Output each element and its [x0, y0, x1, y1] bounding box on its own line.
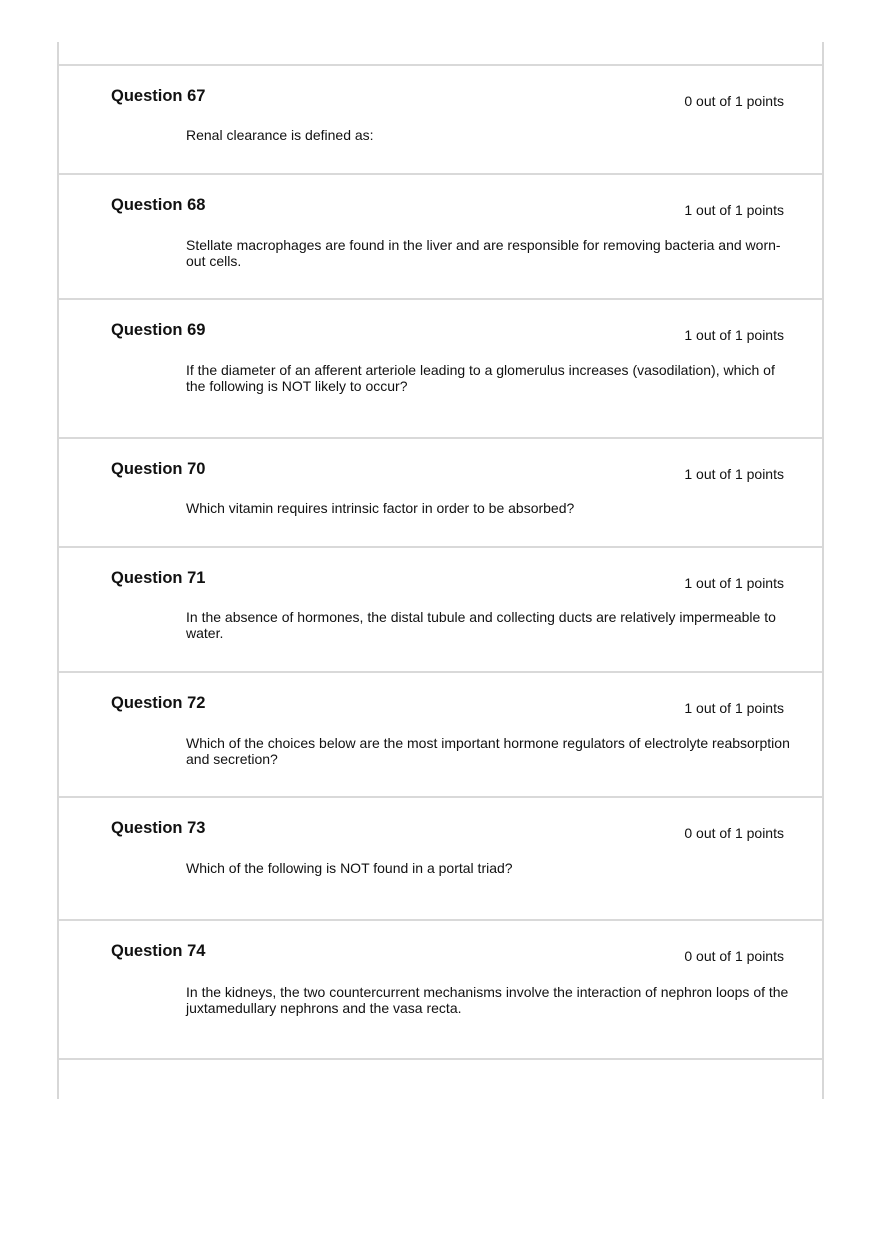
divider: [59, 919, 822, 921]
question-text: Which of the following is NOT found in a portal triad?: [186, 860, 513, 876]
question-text: Renal clearance is defined as:: [186, 127, 374, 143]
divider: [59, 298, 822, 300]
question-points: 1 out of 1 points: [684, 700, 784, 716]
question-points: 1 out of 1 points: [684, 327, 784, 343]
question-title: Question 68: [111, 196, 206, 214]
divider: [59, 1058, 822, 1060]
divider: [59, 64, 822, 66]
question-points: 1 out of 1 points: [684, 575, 784, 591]
question-title: Question 74: [111, 942, 206, 960]
question-points: 1 out of 1 points: [684, 202, 784, 218]
question-title: Question 72: [111, 694, 206, 712]
question-points: 0 out of 1 points: [684, 825, 784, 841]
divider: [59, 671, 822, 673]
question-text: If the diameter of an afferent arteriole leading to a glomerulus increases (vasodilation), which of the following is NOT likely to occur?: [186, 362, 775, 394]
divider: [59, 173, 822, 175]
question-text: In the kidneys, the two countercurrent mechanisms involve the interaction of nephron loops of the juxtamedullary nephrons and the vasa recta.: [186, 984, 789, 1016]
question-points: 0 out of 1 points: [684, 948, 784, 964]
divider: [59, 796, 822, 798]
question-text: In the absence of hormones, the distal tubule and collecting ducts are relatively impermeable to water.: [186, 609, 776, 641]
divider: [59, 546, 822, 548]
questions-panel: [57, 42, 824, 1099]
question-title: Question 70: [111, 460, 206, 478]
question-text: Which vitamin requires intrinsic factor in order to be absorbed?: [186, 500, 575, 516]
question-text: Which of the choices below are the most important hormone regulators of electrolyte reabsorption and secretion?: [186, 735, 790, 767]
question-points: 0 out of 1 points: [684, 93, 784, 109]
divider: [59, 437, 822, 439]
question-points: 1 out of 1 points: [684, 466, 784, 482]
question-title: Question 67: [111, 87, 206, 105]
question-title: Question 71: [111, 569, 206, 587]
question-title: Question 69: [111, 321, 206, 339]
question-text: Stellate macrophages are found in the liver and are responsible for removing bacteria and worn-out cells.: [186, 237, 781, 269]
question-title: Question 73: [111, 819, 206, 837]
